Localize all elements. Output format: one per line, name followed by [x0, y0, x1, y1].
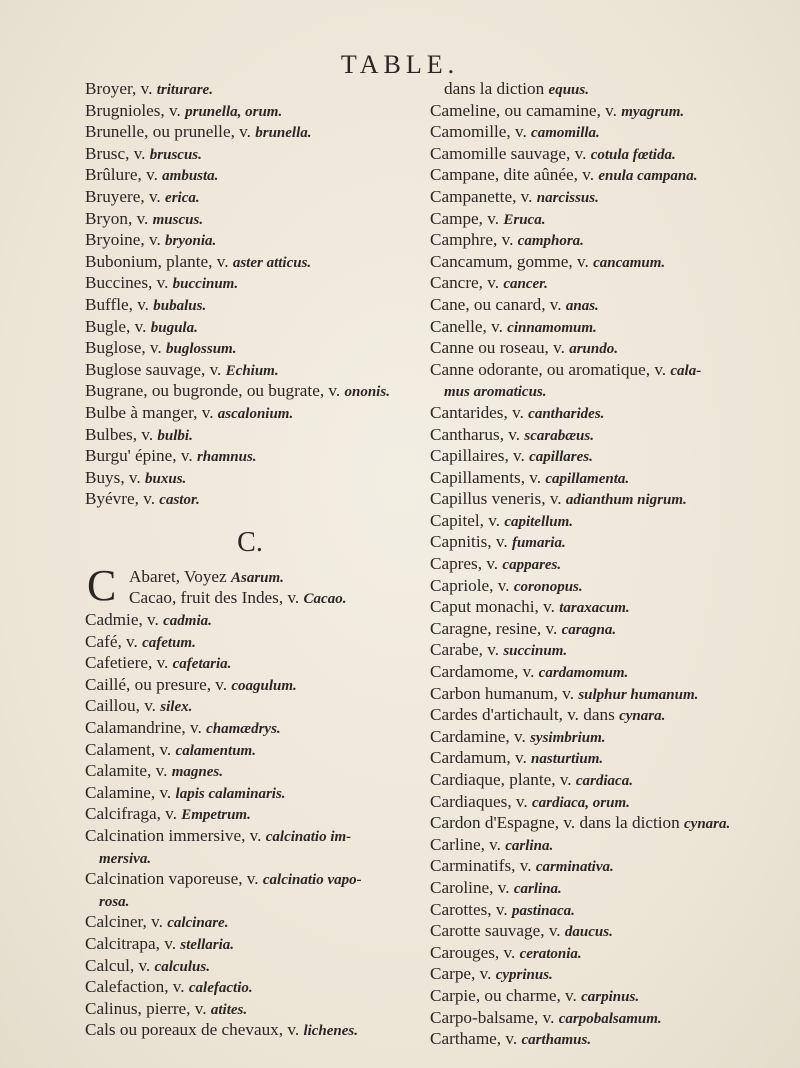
entry-latin-term: mersiva. [99, 850, 152, 867]
entry-latin-term: Echium. [225, 362, 279, 379]
entry-latin-term: calcinare. [167, 915, 229, 932]
entry-headword: Canne ou roseau, v. [430, 338, 570, 358]
index-entry [85, 337, 415, 359]
entry-headword: Bulbes, v. [85, 424, 158, 444]
entry-latin-term: camomilla. [531, 125, 600, 142]
entry-headword: Cardamum, v. [430, 748, 532, 768]
index-entry [85, 1019, 415, 1041]
index-entry [430, 488, 790, 510]
entry-headword: Calamine, v. [85, 782, 176, 802]
index-entry [85, 78, 415, 100]
page-title: TABLE. [340, 50, 460, 79]
index-entry [430, 812, 790, 834]
index-entry [85, 251, 415, 273]
entry-headword: Capillaments, v. [430, 467, 546, 487]
entry-headword: Buys, v. [85, 467, 146, 487]
entry-latin-term: succinum. [503, 643, 568, 660]
entry-latin-term: myagrum. [621, 103, 685, 120]
entry-latin-term: silex. [160, 699, 193, 716]
drop-cap-block [85, 560, 415, 610]
index-entry [430, 208, 790, 230]
entry-headword: Cancamum, gomme, v. [430, 251, 594, 271]
entry-headword: Camomille sauvage, v. [430, 143, 591, 163]
entry-latin-term: daucus. [564, 924, 613, 941]
entry-latin-term: stellaria. [180, 936, 235, 953]
index-entry [85, 587, 415, 609]
entry-headword: Caillé, ou presure, v. [85, 674, 232, 694]
entry-headword: Capillus veneris, v. [430, 489, 566, 509]
entry-latin-term: ceratonia. [519, 945, 582, 962]
entry-latin-term: sysimbrium. [530, 729, 606, 746]
entry-headword: Capnitis, v. [430, 532, 512, 552]
entry-headword: Carpe, v. [430, 964, 496, 984]
drop-cap-entries [85, 560, 415, 610]
entry-headword: Bruyere, v. [85, 186, 166, 206]
index-entry [430, 834, 790, 856]
entry-latin-term: brunella. [255, 125, 312, 142]
entry-headword: Calcitrapa, v. [85, 933, 181, 953]
index-entry [430, 553, 790, 575]
index-entry [85, 121, 415, 143]
entry-headword: Campe, v. [430, 208, 504, 228]
index-entry [430, 1007, 790, 1029]
entry-latin-term: cynara. [684, 816, 731, 833]
index-entry [430, 100, 790, 122]
entry-headword: Calinus, pierre, v. [85, 998, 211, 1018]
entry-headword: Carline, v. [430, 834, 506, 854]
index-entry [85, 890, 415, 912]
entry-latin-term: ascalonium. [217, 405, 294, 422]
entry-headword: Carabe, v. [430, 640, 504, 660]
entry-latin-term: castor. [159, 492, 200, 509]
entry-headword: Calcination vaporeuse, v. [85, 869, 263, 889]
entry-latin-term: cynara. [619, 708, 666, 725]
index-entry [85, 652, 415, 674]
entry-headword: Caput monachi, v. [430, 597, 560, 617]
entry-latin-term: calamentum. [175, 742, 256, 759]
entry-latin-term: bruscus. [149, 146, 202, 163]
entry-headword: Cantarides, v. [430, 402, 529, 422]
drop-cap: C [87, 560, 117, 610]
entry-headword: Bubonium, plante, v. [85, 251, 233, 271]
entry-latin-term: carlina. [505, 837, 554, 854]
index-entry [430, 380, 790, 402]
entry-latin-term: carpinus. [581, 988, 640, 1005]
entry-headword: Cafetiere, v. [85, 653, 173, 673]
entry-latin-term: ambusta. [162, 168, 219, 185]
index-entry [85, 847, 415, 869]
entry-latin-term: Cacao. [303, 591, 347, 608]
index-entry [85, 911, 415, 933]
index-entry [85, 359, 415, 381]
entry-headword: Calcination immersive, v. [85, 826, 266, 845]
index-entry [430, 164, 790, 186]
entry-latin-term: capitellum. [504, 513, 574, 530]
entry-headword: Cardamine, v. [430, 726, 531, 746]
entry-headword: Camphre, v. [430, 230, 518, 250]
index-entry [430, 575, 790, 597]
entry-headword: Brugnioles, v. [85, 100, 186, 120]
entry-latin-term: bryonia. [165, 233, 217, 250]
entry-latin-term: calculus. [154, 958, 210, 975]
index-entry [430, 877, 790, 899]
entry-latin-term: ononis. [344, 384, 390, 401]
entry-latin-term: carthamus. [521, 1032, 592, 1049]
index-entry [430, 704, 790, 726]
entry-latin-term: cancamum. [593, 254, 666, 271]
entry-headword: Carbon humanum, v. [430, 683, 579, 703]
entry-headword: Buglose sauvage, v. [85, 359, 226, 379]
entry-headword: Cameline, ou camamine, v. [430, 100, 622, 120]
entry-headword: Buccines, v. [85, 273, 173, 293]
entry-latin-term: lichenes. [303, 1023, 359, 1040]
right-column-entries [430, 78, 790, 1050]
entry-headword: Cals ou poreaux de chevaux, v. [85, 1020, 304, 1040]
index-entry [430, 78, 790, 100]
index-entry [85, 316, 415, 338]
index-entry [85, 488, 415, 510]
entry-latin-term: cafetum. [142, 634, 196, 651]
index-entry [430, 143, 790, 165]
entry-headword: Abaret, Voyez [129, 566, 231, 586]
entry-latin-term: taraxacum. [559, 600, 630, 617]
index-entry [430, 661, 790, 683]
index-entry [430, 186, 790, 208]
entry-headword: Calefaction, v. [85, 977, 189, 997]
entry-headword: Brûlure, v. [85, 165, 163, 185]
entry-latin-term: triturare. [156, 82, 213, 98]
entry-latin-term: calefactio. [188, 980, 253, 997]
index-entry [85, 825, 415, 847]
entry-headword: Carotte sauvage, v. [430, 921, 565, 941]
index-entry [430, 683, 790, 705]
entry-headword: Campanette, v. [430, 186, 537, 206]
index-entry [85, 294, 415, 316]
entry-headword: Capriole, v. [430, 575, 514, 595]
entry-latin-term: cantharides. [528, 405, 605, 422]
index-entry [430, 747, 790, 769]
entry-latin-term: arundo. [569, 341, 618, 358]
entry-headword: Camomille, v. [430, 122, 532, 142]
entry-headword: Capillaires, v. [430, 446, 530, 466]
entry-headword: Calciner, v. [85, 912, 168, 932]
index-entry [85, 998, 415, 1020]
entry-latin-term: magnes. [171, 764, 223, 781]
entry-headword: Bryoine, v. [85, 230, 166, 250]
index-entry [85, 868, 415, 890]
index-entry [430, 769, 790, 791]
index-entry [85, 803, 415, 825]
index-entry [85, 717, 415, 739]
entry-headword: Bryon, v. [85, 208, 153, 228]
entry-latin-term: capillares. [529, 449, 593, 466]
entry-latin-term: lapis calaminaris. [175, 785, 286, 802]
entry-latin-term: scarabæus. [524, 427, 594, 444]
entry-latin-term: aster atticus. [232, 254, 312, 271]
entry-headword: Cantharus, v. [430, 424, 525, 444]
index-entry [430, 639, 790, 661]
entry-latin-term: enula campana. [598, 168, 698, 185]
index-entry [430, 121, 790, 143]
index-entry [85, 208, 415, 230]
index-entry [430, 272, 790, 294]
entry-latin-term: cala- [670, 362, 702, 379]
entry-headword: Canne odorante, ou aromatique, v. [430, 359, 671, 379]
left-column-b-entries [85, 78, 415, 510]
entry-latin-term: caragna. [561, 621, 617, 638]
index-entry [430, 596, 790, 618]
entry-headword: Calamite, v. [85, 761, 172, 781]
entry-latin-term: pastinaca. [511, 902, 575, 919]
entry-latin-term: calcinatio im- [265, 829, 352, 845]
entry-headword: dans la diction [444, 79, 549, 98]
entry-headword: Campane, dite aûnée, v. [430, 165, 599, 185]
entry-latin-term: sulphur humanum. [578, 686, 699, 703]
entry-latin-term: carlina. [513, 880, 562, 897]
entry-headword: Cardiaques, v. [430, 791, 532, 811]
index-entry [430, 445, 790, 467]
index-entry [85, 100, 415, 122]
entry-latin-term: mus aromaticus. [444, 384, 547, 401]
entry-latin-term: buglossum. [166, 341, 237, 358]
entry-latin-term: Eruca. [503, 211, 546, 228]
entry-latin-term: carpobalsamum. [558, 1010, 662, 1027]
index-entry [85, 955, 415, 977]
entry-latin-term: coagulum. [231, 677, 297, 694]
entry-headword: Calamandrine, v. [85, 718, 207, 738]
index-entry [430, 942, 790, 964]
entry-headword: Caragne, resine, v. [430, 618, 562, 638]
entry-latin-term: Asarum. [230, 569, 284, 586]
index-entry [85, 424, 415, 446]
entry-latin-term: narcissus. [536, 189, 599, 206]
index-entry [85, 272, 415, 294]
right-column [430, 78, 790, 1050]
entry-headword: Canelle, v. [430, 316, 508, 336]
entry-latin-term: chamædrys. [206, 721, 281, 738]
entry-headword: Carminatifs, v. [430, 856, 536, 876]
entry-headword: Calament, v. [85, 739, 176, 759]
entry-latin-term: buccinum. [172, 276, 239, 293]
entry-latin-term: coronopus. [513, 578, 583, 595]
index-entry [430, 251, 790, 273]
index-entry [85, 445, 415, 467]
index-entry [85, 933, 415, 955]
index-entry [85, 186, 415, 208]
index-entry [430, 402, 790, 424]
entry-latin-term: calcinatio vapo- [262, 872, 362, 889]
index-entry [85, 674, 415, 696]
index-entry [85, 609, 415, 631]
entry-latin-term: cyprinus. [495, 967, 553, 984]
index-entry [85, 380, 415, 402]
entry-latin-term: bulbi. [157, 427, 193, 444]
entry-headword: Bugle, v. [85, 316, 151, 336]
entry-latin-term: carminativa. [535, 859, 614, 876]
entry-headword: Cadmie, v. [85, 610, 164, 630]
entry-headword: Cane, ou canard, v. [430, 294, 566, 314]
index-entry [430, 316, 790, 338]
left-column [85, 78, 415, 1041]
index-entry [430, 985, 790, 1007]
index-entry [85, 976, 415, 998]
index-entry [430, 618, 790, 640]
index-entry [430, 531, 790, 553]
entry-headword: Cacao, fruit des Indes, v. [129, 588, 304, 608]
index-entry [430, 726, 790, 748]
entry-latin-term: anas. [565, 297, 599, 314]
index-entry [85, 739, 415, 761]
entry-latin-term: cardamomum. [538, 665, 629, 682]
entry-headword: Buffle, v. [85, 294, 154, 314]
entry-latin-term: Empetrum. [181, 807, 251, 824]
entry-headword: Carpie, ou charme, v. [430, 985, 582, 1005]
index-entry [85, 782, 415, 804]
index-entry [85, 143, 415, 165]
entry-latin-term: rosa. [99, 893, 130, 910]
entry-latin-term: buxus. [145, 470, 187, 487]
entry-headword: Carottes, v. [430, 899, 512, 919]
entry-headword: Cancre, v. [430, 273, 504, 293]
entry-headword: Buglose, v. [85, 338, 167, 358]
index-entry [430, 294, 790, 316]
entry-headword: Calcifraga, v. [85, 804, 182, 824]
index-entry [85, 760, 415, 782]
entry-latin-term: cardiaca, orum. [531, 794, 630, 811]
index-entry [430, 920, 790, 942]
section-letter: C. [237, 526, 263, 558]
entry-latin-term: capillamenta. [545, 470, 630, 487]
entry-latin-term: rhamnus. [196, 449, 257, 466]
entry-latin-term: camphora. [517, 233, 584, 250]
entry-headword: Bugrane, ou bugronde, ou bugrate, v. [85, 381, 345, 401]
entry-latin-term: cafetaria. [172, 656, 232, 673]
entry-headword: Calcul, v. [85, 955, 155, 975]
entry-headword: Brunelle, ou prunelle, v. [85, 122, 256, 142]
entry-latin-term: fumaria. [511, 535, 566, 552]
entry-headword: Cardes d'artichault, v. dans [430, 705, 620, 725]
index-entry [430, 359, 790, 381]
entry-headword: Carthame, v. [430, 1029, 522, 1049]
entry-headword: Capitel, v. [430, 510, 505, 530]
entry-latin-term: prunella, orum. [185, 103, 283, 120]
entry-latin-term: cotula fœtida. [590, 146, 676, 163]
index-entry [85, 566, 415, 588]
entry-latin-term: cardiaca. [575, 773, 633, 789]
index-entry [430, 510, 790, 532]
index-entry [430, 424, 790, 446]
entry-latin-term: adianthum nigrum. [565, 492, 687, 509]
entry-latin-term: bugula. [150, 319, 198, 336]
index-entry [430, 899, 790, 921]
left-column-c-entries [85, 609, 415, 1041]
index-entry [85, 467, 415, 489]
index-entry [85, 229, 415, 251]
entry-latin-term: cappares. [502, 557, 562, 574]
entry-headword: Carouges, v. [430, 942, 520, 962]
index-entry [430, 855, 790, 877]
index-entry [430, 791, 790, 813]
entry-latin-term: atites. [210, 1001, 248, 1018]
entry-headword: Cardiaque, plante, v. [430, 770, 576, 789]
entry-headword: Cardamome, v. [430, 662, 539, 682]
entry-headword: Burgu' épine, v. [85, 446, 197, 466]
index-entry [85, 695, 415, 717]
entry-latin-term: equus. [548, 82, 589, 98]
entry-headword: Bulbe à manger, v. [85, 402, 218, 422]
entry-latin-term: nasturtium. [531, 751, 604, 768]
entry-headword: Byévre, v. [85, 489, 160, 509]
entry-headword: Brusc, v. [85, 143, 150, 163]
index-entry [85, 402, 415, 424]
entry-latin-term: muscus. [152, 211, 204, 228]
entry-latin-term: cadmia. [163, 613, 212, 630]
entry-latin-term: bubalus. [153, 297, 207, 314]
entry-headword: Cardon d'Espagne, v. dans la diction [430, 813, 685, 833]
entry-headword: Café, v. [85, 631, 143, 651]
entry-headword: Broyer, v. [85, 79, 157, 98]
entry-latin-term: erica. [165, 189, 200, 206]
index-entry [430, 963, 790, 985]
entry-headword: Capres, v. [430, 554, 503, 574]
entry-latin-term: cinnamomum. [507, 319, 597, 336]
entry-latin-term: cancer. [503, 276, 548, 293]
index-entry [430, 1028, 790, 1050]
index-entry [430, 337, 790, 359]
index-entry [85, 164, 415, 186]
entry-headword: Caroline, v. [430, 877, 514, 897]
entry-headword: Carpo-balsame, v. [430, 1007, 559, 1027]
index-entry [430, 229, 790, 251]
index-entry [85, 631, 415, 653]
index-entry [430, 467, 790, 489]
entry-headword: Caillou, v. [85, 696, 161, 716]
